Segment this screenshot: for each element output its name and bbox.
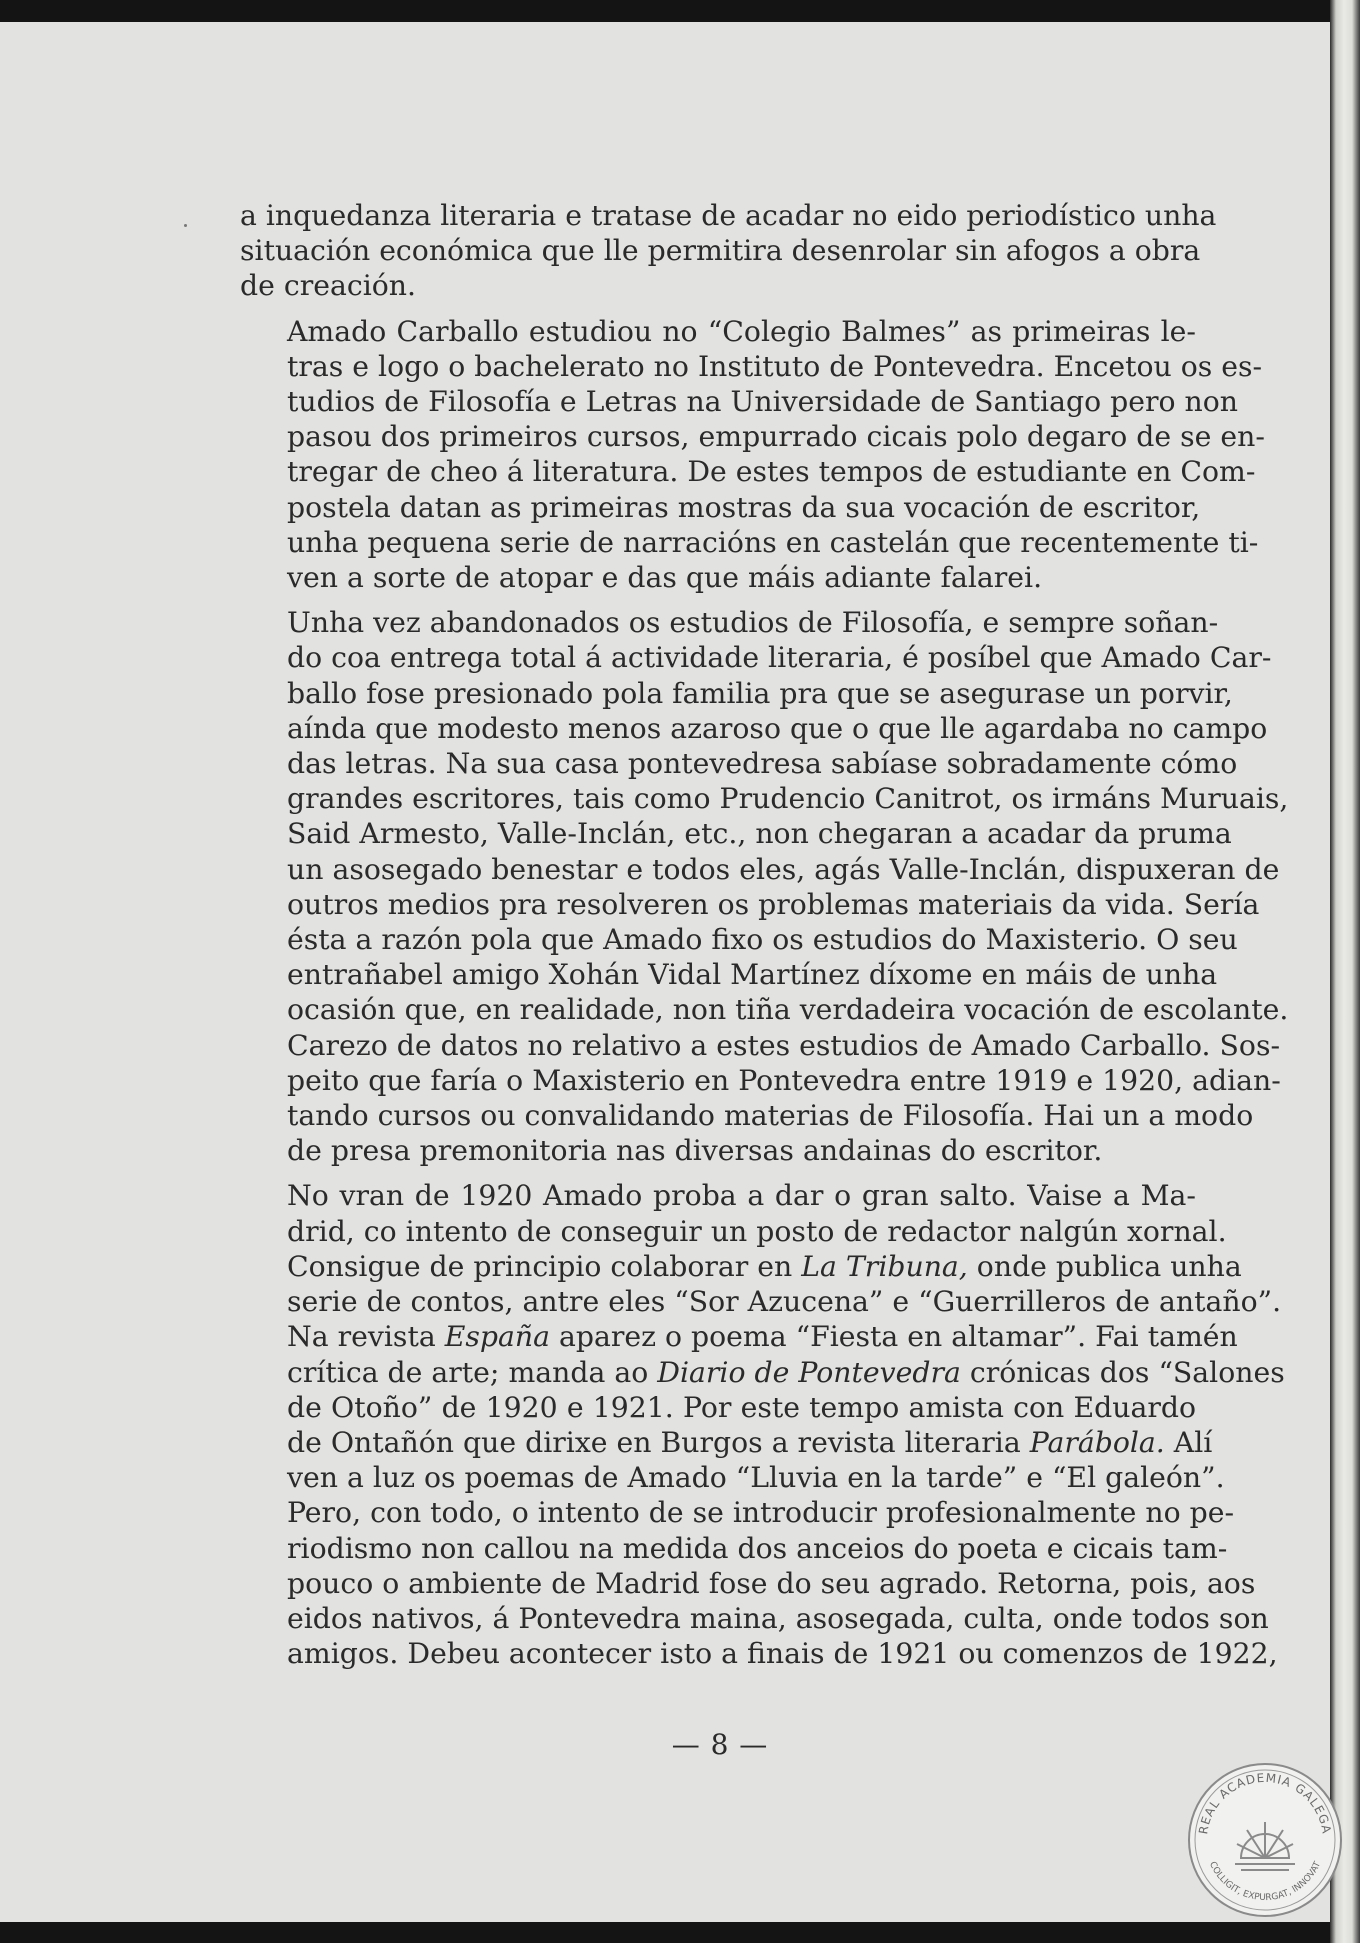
text-line: Amado Carballo estudiou no “Colegio Balmes” as primeiras le- (287, 314, 1196, 348)
text-line: ballo fose presionado pola familia pra que se asegurase un porvir, (287, 676, 1233, 710)
text-line: ven a luz os poemas de Amado “Lluvia en la tarde” e “El galeón”. (287, 1461, 1225, 1495)
text-line: de Otoño” de 1920 e 1921. Por este tempo amista con Eduardo (287, 1390, 1196, 1424)
text-line: Consigue de principio colaborar en La Tribuna, onde publica unha (287, 1249, 1242, 1283)
text-line: Unha vez abandonados os estudios de Filosofía, e sempre soñan- (287, 606, 1219, 640)
stamp-bottom-text: COLLIGIT, EXPURGAT, INNOVAT (1206, 1860, 1324, 1904)
text-line: das letras. Na sua casa pontevedresa sabíase sobradamente cómo (287, 747, 1238, 781)
text-line: tando cursos ou convalidando materias de Filosofía. Hai un a modo (287, 1099, 1254, 1133)
text-line: crítica de arte; manda ao Diario de Pontevedra crónicas dos “Salones (287, 1355, 1285, 1389)
book-spine-edge (1330, 0, 1360, 1943)
text-line: unha pequena serie de narracións en castelán que recentemente ti- (287, 525, 1259, 559)
text-line: ésta a razón pola que Amado fixo os estudios do Maxisterio. O seu (287, 923, 1238, 957)
paragraph (240, 605, 1289, 1168)
text-line: outros medios pra resolveren os problemas materiais da vida. Sería (287, 887, 1260, 921)
text-line: pasou dos primeiros cursos, empurrado cicais polo degaro de se en- (287, 420, 1265, 454)
text-line: un asosegado benestar e todos eles, agás Valle-Inclán, dispuxeran de (287, 852, 1280, 886)
text-line: serie de contos, antre eles “Sor Azucena” e “Guerrilleros de antaño”. (287, 1285, 1282, 1319)
text-line: de creación. (240, 269, 416, 303)
text-line: postela datan as primeiras mostras da sua vocación de escritor, (287, 490, 1201, 524)
page-number: — 8 — (671, 1728, 769, 1761)
paragraph (240, 1178, 1285, 1671)
academy-stamp (1185, 1760, 1345, 1920)
text-line: tregar de cheo á literatura. De estes tempos de estudiante en Com- (287, 455, 1256, 489)
text-line: ocasión que, en realidade, non tiña verdadeira vocación de escolante. (287, 993, 1289, 1027)
paragraph (240, 314, 1265, 596)
text-line: Pero, con todo, o intento de se introducir profesionalmente no pe- (287, 1496, 1235, 1530)
text-line: Na revista España aparez o poema “Fiesta en altamar”. Fai tamén (287, 1320, 1238, 1354)
text-line: No vran de 1920 Amado proba a dar o gran salto. Vaise a Ma- (287, 1179, 1196, 1213)
text-line: tudios de Filosofía e Letras na Universidade de Santiago pero non (287, 385, 1238, 419)
text-line: amigos. Debeu acontecer isto a finais de 1921 ou comenzos de 1922, (287, 1637, 1278, 1671)
paragraph (240, 198, 1217, 304)
text-line: aínda que modesto menos azaroso que o que lle agardaba no campo (287, 711, 1268, 745)
body-text (240, 198, 1289, 1681)
text-line: situación económica que lle permitira desenrolar sin afogos a obra (240, 234, 1201, 268)
text-line: Said Armesto, Valle-Inclán, etc., non chegaran a acadar da pruma (287, 817, 1232, 851)
ink-speck (184, 224, 187, 227)
stamp-top-text: REAL ACADEMIA GALEGA (1196, 1770, 1334, 1836)
text-line: a inquedanza literaria e tratase de acadar no eido periodístico unha (240, 199, 1217, 232)
text-line: de Ontañón que dirixe en Burgos a revista literaria Parábola. Alí (287, 1425, 1213, 1459)
text-line: de presa premonitoria nas diversas andainas do escritor. (287, 1134, 1103, 1168)
text-line: riodismo non callou na medida dos anceios do poeta e cicais tam- (287, 1531, 1228, 1565)
text-line: peito que faría o Maxisterio en Pontevedra entre 1919 e 1920, adian- (287, 1063, 1281, 1097)
text-line: pouco o ambiente de Madrid fose do seu agrado. Retorna, pois, aos (287, 1566, 1256, 1600)
text-line: tras e logo o bachelerato no Instituto de Pontevedra. Encetou os es- (287, 349, 1263, 383)
text-line: do coa entrega total á actividade literaria, é posíbel que Amado Car- (287, 641, 1272, 675)
text-line: Carezo de datos no relativo a estes estudios de Amado Carballo. Sos- (287, 1028, 1281, 1062)
text-line: grandes escritores, tais como Prudencio Canitrot, os irmáns Muruais, (287, 782, 1289, 816)
text-line: eidos nativos, á Pontevedra maina, asosegada, culta, onde todos son (287, 1601, 1269, 1635)
text-line: drid, co intento de conseguir un posto de redactor nalgún xornal. (287, 1214, 1227, 1248)
text-line: ven a sorte de atopar e das que máis adiante falarei. (287, 561, 1043, 595)
text-line: entrañabel amigo Xohán Vidal Martínez díxome en máis de unha (287, 958, 1218, 992)
